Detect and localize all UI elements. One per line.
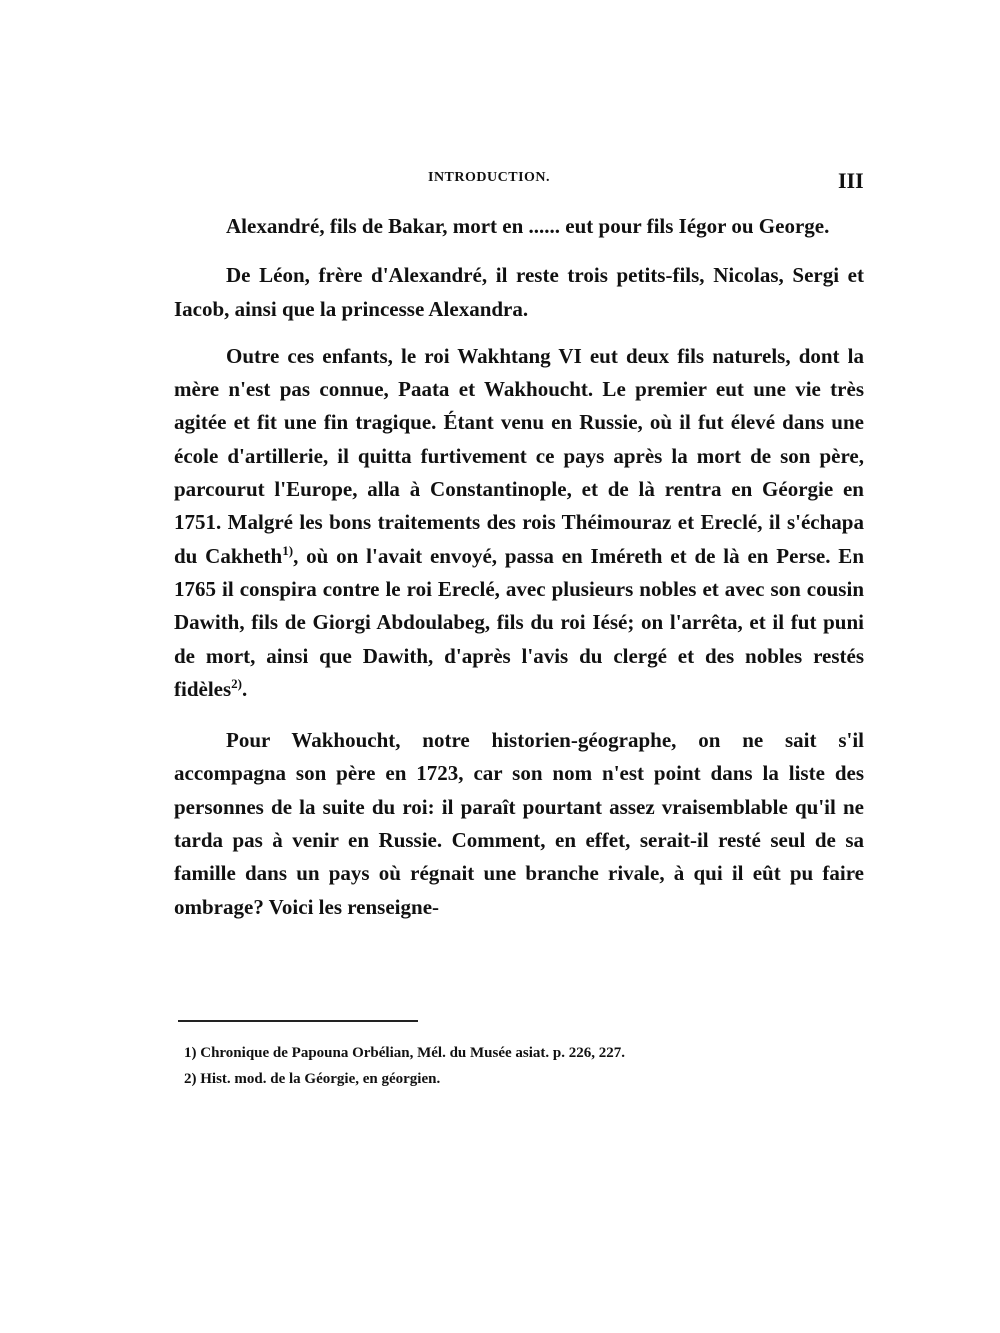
paragraph-3 xyxy=(174,340,864,706)
paragraph-1: Alexandré, fils de Bakar, mort en ...... eut pour fils Iégor ou George. xyxy=(226,214,830,238)
footnote-ref-2: 2) xyxy=(231,675,242,691)
footnote-2: 2) Hist. mod. de la Géorgie, en géorgien. xyxy=(184,1071,441,1087)
footnotes xyxy=(184,1040,824,1092)
body-text xyxy=(174,210,864,924)
paragraph-2: De Léon, frère d'Alexandré, il reste trois petits-fils, Nicolas, Sergi et Iacob, ainsi que la princesse Alexandra. xyxy=(174,263,864,321)
running-head: INTRODUCTION. xyxy=(428,170,551,185)
paragraph-3-text-a: Outre ces enfants, le roi Wakhtang VI eut deux fils naturels, dont la mère n'est pas connue, Paata et Wakhoucht. Le premier eut une vie très agitée et fit une fin tragique. Étant venu en Russie, où il fut élevé dans une école d'artillerie, il quitta furtivement ce pays après la mort de son père, parcourut l'Europe, alla à Constantinople, et de là rentra en Géorgie en 1751. Malgré les bons traitements des rois Théimouraz et Ereclé, il s'échapa du Cakheth xyxy=(174,343,864,568)
footnote-1: 1) Chronique de Papouna Orbélian, Mél. du Musée asiat. p. 226, 227. xyxy=(184,1045,626,1061)
paragraph-3-text-c: . xyxy=(242,676,248,701)
page-number: III xyxy=(838,168,864,193)
footnote-ref-1: 1) xyxy=(282,542,294,558)
footnote-rule xyxy=(178,1020,418,1022)
paragraph-3-text-b: , où on l'avait envoyé, passa en Iméreth et de là en Perse. En 1765 il conspira contre le roi Ereclé, avec plusieurs nobles et avec son cousin Dawith, fils de Giorgi Abdoulabeg, fils du roi Iésé; on l'arrêta, et il fut puni de mort, ainsi que Dawith, d'après l'avis du clergé et des nobles restés fidèles xyxy=(174,543,864,701)
paragraph-4: Pour Wakhoucht, notre historien-géographe, on ne sait s'il accompagna son père en 1723, car son nom n'est point dans la liste des personnes de la suite du roi: il paraît pourtant assez vraisemblable qu'il ne tarda pas à venir en Russie. Comment, en effet, serait-il resté seul de sa famille dans un pays où régnait une branche rivale, à qui il eût pu faire ombrage? Voici les renseigne- xyxy=(174,728,864,919)
